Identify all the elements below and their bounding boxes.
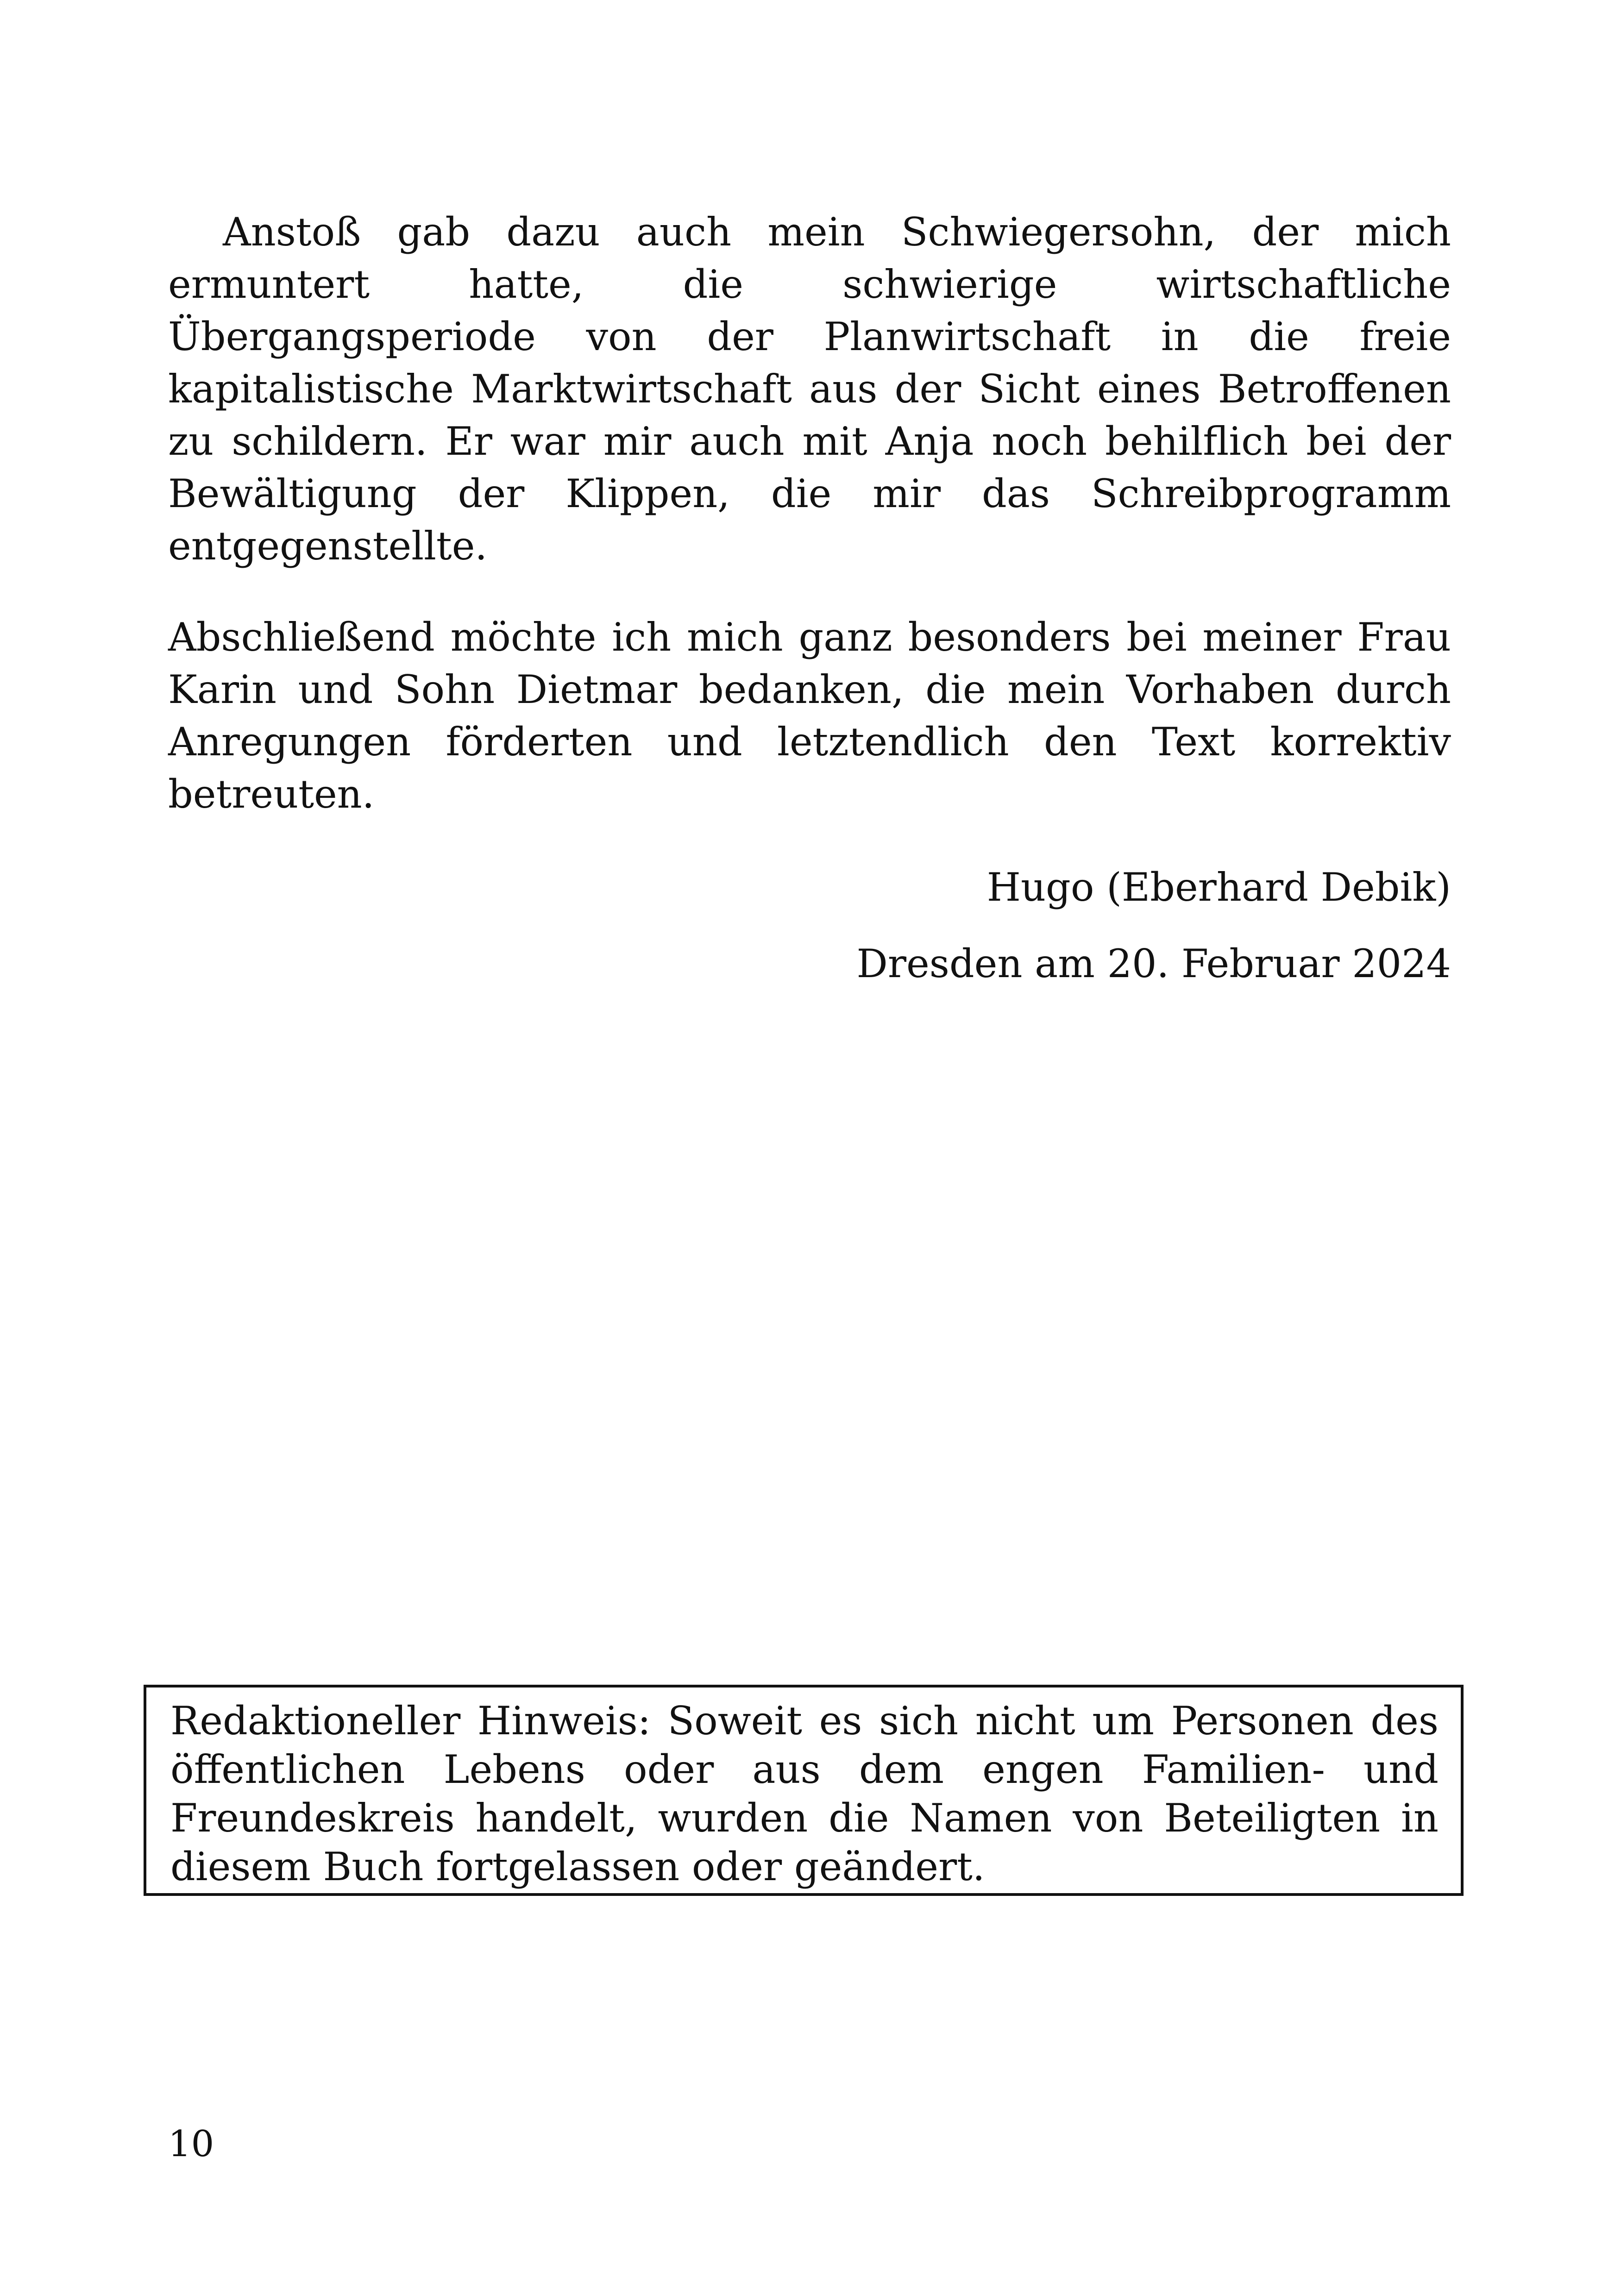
page-number: 10 [168,2123,214,2165]
acknowledgement-paragraph-1 [168,206,1451,572]
author-place-date: Dresden am 20. Februar 2024 [856,941,1451,986]
editorial-note-box [144,1685,1464,1896]
paragraph-text: Anstoß gab dazu auch mein Schwiegersohn, der mich ermuntert hatte, die schwierige wirtschaftliche Übergangsperiode von der Planwirtschaft in die freie kapitalistische Marktwirtschaft aus der Sicht eines Betroffenen zu schildern. Er war mir auch mit Anja noch behilflich bei der Bewältigung der Klippen, die mir das Schreibprogramm entgegenstellte. [168,209,1451,569]
acknowledgement-paragraph-2 [168,611,1451,821]
editorial-note-text: Redaktioneller Hinweis: Soweit es sich nicht um Personen des öffentlichen Lebens oder aus dem engen Familien- und Freundeskreis handelt, wurden die Namen von Beteiligten in diesem Buch fortgelassen oder geändert. [170,1698,1439,1889]
author-signature-name: Hugo (Eberhard Debik) [986,865,1451,910]
paragraph-text: Abschließend möchte ich mich ganz besonders bei meiner Frau Karin und Sohn Dietmar bedanken, die mein Vorhaben durch Anregungen förderten und letztendlich den Text korrektiv betreuten. [168,615,1451,817]
